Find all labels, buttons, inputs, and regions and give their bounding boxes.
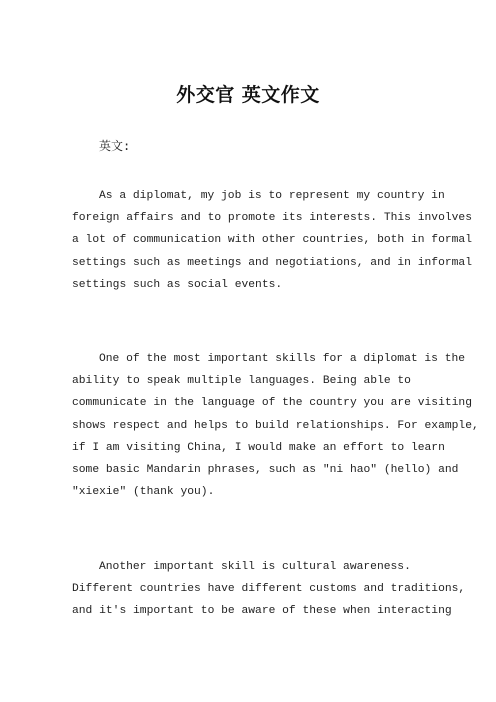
paragraph-line: As a diplomat, my job is to represent my country in xyxy=(99,190,445,202)
paragraph-line: One of the most important skills for a diplomat is the xyxy=(99,353,466,365)
paragraph-1 xyxy=(72,185,472,296)
paragraph-line: foreign affairs and to promote its interests. This involves xyxy=(72,212,472,225)
paragraph-line: ability to speak multiple languages. Being able to xyxy=(72,375,411,388)
paragraph-line: and it's important to be aware of these when interacting xyxy=(72,605,452,618)
paragraph-line: settings such as meetings and negotiations, and in informal xyxy=(72,256,472,269)
section-label: 英文: xyxy=(99,139,131,153)
paragraph-line: Different countries have different customs and traditions, xyxy=(72,583,466,596)
paragraph-line: shows respect and helps to build relationships. For example, xyxy=(72,419,479,432)
paragraph-line: communicate in the language of the country you are visiting xyxy=(72,397,472,410)
paragraph-2 xyxy=(72,348,479,503)
paragraph-line: settings such as social events. xyxy=(72,278,283,291)
paragraph-line: Another important skill is cultural awareness. xyxy=(99,561,411,573)
document-title: 外交官 英文作文 xyxy=(176,84,320,106)
paragraph-3 xyxy=(72,556,466,623)
paragraph-line: if I am visiting China, I would make an effort to learn xyxy=(72,441,445,454)
paragraph-line: some basic Mandarin phrases, such as "ni hao" (hello) and xyxy=(72,464,459,477)
paragraph-line: "xiexie" (thank you). xyxy=(72,486,215,499)
paragraph-line: a lot of communication with other countries, both in formal xyxy=(72,234,472,247)
